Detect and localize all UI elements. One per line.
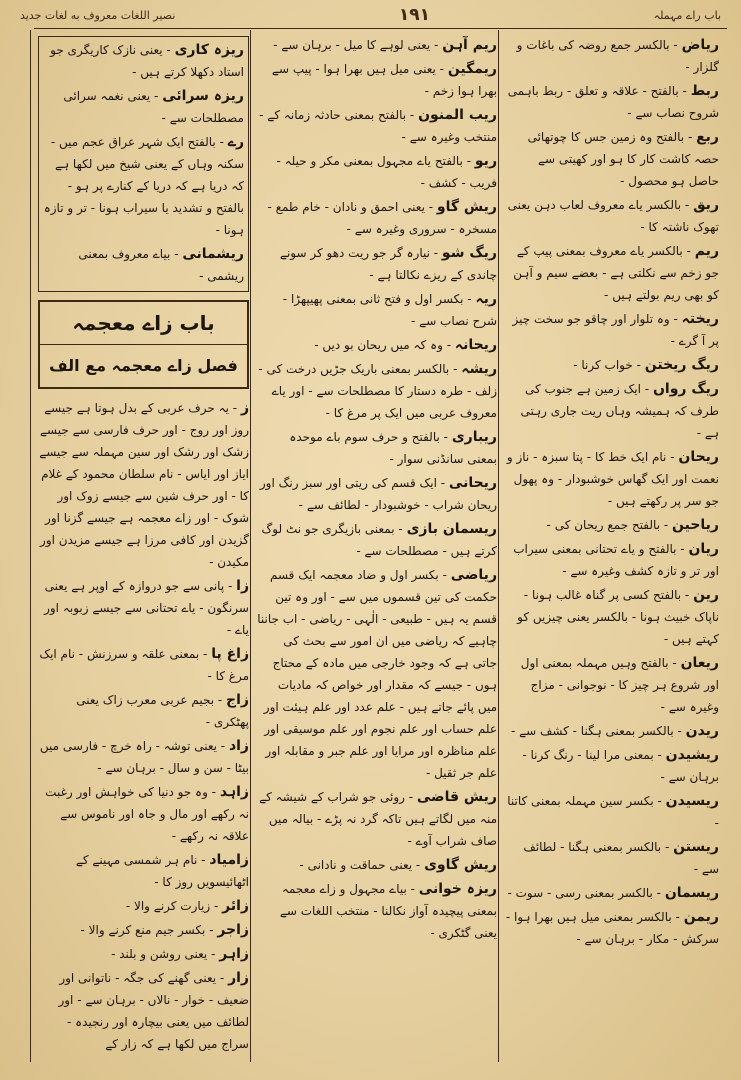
- definition: - بالفتح وہیں مہملہ بمعنی اول اور شروع ہر چیز کا - نوجوانی - مزاج وغیرہ سے -: [520, 656, 719, 714]
- headword: ریگ ریختن: [644, 357, 719, 373]
- headword: ریحانہ: [454, 337, 497, 353]
- definition: - خواب کرنا -: [573, 358, 641, 372]
- definition: - بالفتح بمعنی حادثہ زمانہ کے - منتخب وغیرہ سے -: [259, 108, 497, 144]
- dictionary-entry: [505, 194, 719, 238]
- definition: - بالکسر یاے معروف لعاب دہن یعنی تھوک ناشتہ کا -: [507, 198, 719, 234]
- definition: - بکسر اول و فتح ثانی بمعنی پھیپھڑا - شرح نصاب سے -: [282, 292, 497, 328]
- definition: - یعنی لوہے کا میل - برہان سے -: [273, 38, 439, 52]
- headword: ربط: [690, 83, 719, 99]
- headword: زاہد: [219, 784, 249, 800]
- dictionary-entry: [505, 538, 719, 582]
- headword: ریشمانی: [182, 246, 244, 262]
- definition: - بالفتح جمع ریحان کی -: [546, 518, 669, 532]
- page-header: [20, 4, 721, 26]
- headword: ریش گاوی: [424, 857, 497, 873]
- definition: - بمعنی مرا لینا - رنگ کرنا - برہان سے -: [522, 748, 719, 784]
- definition: - یعنی روشن و بلند -: [111, 947, 216, 961]
- dictionary-entry: [505, 308, 719, 352]
- definition: - بالفتح و یاے تحتانی بمعنی سیراب اور تر و تازہ کشف وغیرہ سے -: [513, 542, 719, 578]
- definition: - بالفتح وہ زمین جس کا چوتھائی حصہ کاشت کار کا ہو اور کھیتی سے حاصل ہو محصول -: [527, 130, 719, 188]
- headword: ز: [240, 400, 249, 416]
- dictionary-entry: [43, 39, 244, 83]
- boxed-entries: [38, 36, 249, 292]
- dictionary-entry: [257, 472, 497, 516]
- definition: - بالفتح ایک شہر عراق عجم میں - سکنہ وہاں کے یعنی شیخ میں لکھا ہے کہ دریا ہے کہ دریا کے کنارے پر ہو - بالفتح و تشدید یا سیراب ہونا - تر و تازہ ہونا -: [43, 135, 244, 237]
- dictionary-entry: [505, 790, 719, 834]
- definition: - بیاے معروف بمعنی ریشمی -: [78, 247, 244, 283]
- definition: - پانی سے جو دروازہ کے اوپر ہے یعنی سرنگون - یاے تحتانی سے جیسے زبوبہ اور یاے -: [44, 579, 249, 637]
- headword: زاغ پا: [211, 646, 249, 662]
- section-title: باب زاے معجمہ: [40, 302, 247, 345]
- headword: ریسیدن: [665, 793, 719, 809]
- definition: - یعنی احمق و نادان - خام طمع - مسخرہ - سروری وغیرہ سے -: [267, 200, 497, 236]
- column-middle: [257, 34, 497, 1066]
- definition: - بالکسر یاے معروف بمعنی پیپ کے جو زخم سے نکلتی ہے - بعضے سیم و آہن کو بھی ریم بولتے ہیں -: [513, 244, 719, 302]
- headword: ریم آہن: [442, 37, 497, 53]
- definition: - ایک قسم کی ریتی اور سبز رنگ اور ریحان شراب - خوشبودار - لطائف سے -: [259, 476, 497, 512]
- headword: ریختہ: [681, 311, 719, 327]
- definition: - بالکسر بمعنی باریک جڑیں درخت کی - زلف - طرہ دستار کا مصطلحات سے - اور یاے معروف عربی میں ایک پر مرغ کا -: [258, 362, 497, 420]
- headword: ریمگین: [447, 61, 497, 77]
- definition: - نام ہر شمسی مہینے کے اٹھائیسویں روز کا -: [75, 853, 249, 889]
- headword: ریشہ: [461, 361, 497, 377]
- headword: زار: [228, 970, 249, 986]
- dictionary-entry: [257, 34, 497, 56]
- dictionary-entry: [257, 426, 497, 470]
- definition: - نام ایک خط کا - پتا سبزہ - ناز و نعمت اور ایک گھاس خوشبودار - وہ پھول جو سر پر رکھتے ہیں -: [506, 450, 719, 508]
- dictionary-entry: [257, 196, 497, 240]
- definition: - روئی جو شراب کے شیشہ کے منہ میں لگاتے ہیں تاکہ گرد نہ پڑے - بیالہ میں صاف شراب آوے -: [259, 790, 497, 848]
- definition: - بجیم عربی معرب زاک یعنی پھٹکری -: [76, 693, 249, 729]
- dictionary-entry: [505, 240, 719, 306]
- definition: - وہ جو دنیا کی خواہش اور رغبت نہ رکھے اور مال و جاہ اور ناموس سے علاقہ نہ رکھے -: [45, 785, 249, 843]
- headword: ریمن: [683, 909, 719, 925]
- dictionary-entry: [257, 878, 497, 944]
- dictionary-entry: [505, 514, 719, 536]
- dictionary-entry: [38, 849, 249, 893]
- section-heading-box: [38, 300, 249, 389]
- dictionary-entry: [38, 735, 249, 779]
- headword: ریحانی: [448, 475, 497, 491]
- dictionary-entry: [38, 919, 249, 941]
- headword: ریحان: [678, 449, 719, 465]
- headword: ریشیدن: [665, 747, 719, 763]
- page-number: ۱۹۱: [398, 5, 431, 25]
- dictionary-entry: [505, 906, 719, 950]
- definition: - بکسر سین مہملہ بمعنی کاتنا -: [507, 794, 719, 830]
- headword: زائر: [222, 898, 249, 914]
- headword: ربع: [696, 129, 719, 145]
- dictionary-entry: [38, 643, 249, 687]
- headword: ریگ شو: [441, 245, 497, 261]
- definition: - بیاے مجہول و زاے معجمہ بمعنی پیچیدہ آواز نکالنا - منتخب اللغات سے یعنی گٹکری -: [279, 882, 497, 940]
- dictionary-entry: [505, 584, 719, 650]
- dictionary-entry: [257, 786, 497, 852]
- dictionary-entry: [505, 378, 719, 444]
- headword: ریگ رواں: [652, 381, 719, 397]
- definition: - وہ تلوار اور چاقو جو سخت چیز پر آ گرے -: [512, 312, 719, 348]
- headword: ریسمان بازی: [406, 521, 497, 537]
- definition: - بالفتح - علاقہ و تعلق - ربط باہمی شروح نصاب سے -: [507, 84, 719, 120]
- headword: ریب المنون: [418, 107, 497, 123]
- column-divider: [498, 30, 499, 1062]
- definition: - ایک زمین ہے جنوب کی طرف کہ ہمیشہ وہاں ریت جاری رہتی ہے -: [520, 382, 719, 440]
- headword: زاجر: [217, 922, 249, 938]
- definition: - بالکسر بمعنی میل ہیں بھرا ہوا - سرکش - مکار - برہان سے -: [505, 910, 719, 946]
- headword: ریق: [693, 197, 719, 213]
- page-border-left: [30, 30, 31, 1062]
- dictionary-entry: [505, 652, 719, 718]
- definition: - یعنی نغمہ سرائی مصطلحات سے -: [63, 89, 244, 125]
- dictionary-entry: [257, 358, 497, 424]
- dictionary-entry: [257, 58, 497, 102]
- dictionary-entry: [505, 882, 719, 904]
- dictionary-entry: [38, 781, 249, 847]
- column-right: [505, 34, 719, 1066]
- definition: - بالفتح کسی پر گناہ غالب ہونا - ناپاک خبیث ہونا - بالکسر یعنی چیزیں کو کہتے ہیں -: [517, 588, 719, 646]
- definition: - بمعنی بازیگری جو نٹ لوگ کرتے ہیں - مصطلحات سے -: [261, 522, 497, 558]
- definition: - بالکسر جمع روضہ کی باغات و گلزار -: [516, 38, 719, 74]
- dictionary-entry: [505, 80, 719, 124]
- headword: ریاضی: [450, 567, 497, 583]
- definition: - یعنی گھنے کی جگہ - ناتوانی اور ضعیف - خوار - نالاں - برہان سے - اور لطائف میں یعنی بیچارہ اور رنجیدہ - سراج میں لکھا ہے کہ زار کے: [58, 971, 249, 1051]
- headword: ریزہ سرائی: [162, 88, 244, 104]
- headword: رین: [693, 587, 719, 603]
- headword: ریم: [694, 243, 719, 259]
- column-divider: [250, 30, 251, 1062]
- dictionary-entry: [257, 854, 497, 876]
- dictionary-entry: [505, 836, 719, 880]
- definition: - یعنی نازک کاریگری جو استاد دکھلا کرتے ہیں -: [50, 43, 244, 79]
- headword: زاد: [228, 738, 249, 754]
- headword: ریہ: [475, 291, 497, 307]
- definition: - وہ کہ میں ریحان بو دیں -: [314, 338, 452, 352]
- dictionary-entry: [257, 564, 497, 784]
- dictionary-entry: [505, 354, 719, 376]
- definition: - بمعنی علقہ و سرزنش - نام ایک مرغ کا -: [39, 647, 249, 683]
- headword: ریو: [474, 153, 497, 169]
- headword: ریسمان: [664, 885, 719, 901]
- dictionary-entry: [38, 397, 249, 573]
- headword: ریدن: [685, 723, 719, 739]
- definition: - بالفتح و حرف سوم باے موحدہ بمعنی سانڈنی سوار -: [289, 430, 497, 466]
- definition: - بکسر اول و ضاد معجمہ ایک قسم حکمت کی تین قسموں میں سے - اور وہ تین قسم یہ ہیں - طبیعی - الٰہی - ریاضی - اب جاننا چاہیے کہ ریاضی میں ان امور سے بحث کی جاتی ہے کہ وجود خارجی میں مادہ کے محتاج ہوں - جیسے کہ مقدار اور خواص کہ مادیات میں پائے جاتے ہیں - علم عدد اور علم ہیئت اور علم حساب اور علم نجوم اور علم موسیقی اور علم مناظرہ اور مرایا اور علم جبر و مقابلہ اور علم جر ثقیل -: [257, 568, 497, 780]
- definition: - یعنی توشہ - راہ خرچ - فارسی میں بیٹا - سن و سال - برہان سے -: [39, 739, 249, 775]
- running-title-right: باب راے مہملہ: [653, 8, 721, 22]
- dictionary-entry: [38, 967, 249, 1055]
- definition: - نیارہ گر جو ریت دھو کر سونے چاندی کے ریزے نکالتا ہے -: [279, 246, 497, 282]
- headword: ریستن: [673, 839, 719, 855]
- dictionary-entry: [505, 744, 719, 788]
- dictionary-entry: [38, 575, 249, 641]
- dictionary-entry: [505, 126, 719, 192]
- dictionary-entry: [257, 288, 497, 332]
- definition: - بکسر جیم منع کرنے والا -: [80, 923, 214, 937]
- headword: ریان: [688, 541, 719, 557]
- headword: ریش قاضی: [416, 789, 497, 805]
- dictionary-entry: [505, 446, 719, 512]
- dictionary-entry: [257, 150, 497, 194]
- dictionary-entry: [38, 689, 249, 733]
- dictionary-entry: [38, 943, 249, 965]
- dictionary-entry: [505, 720, 719, 742]
- definition: - زیارت کرنے والا -: [125, 899, 219, 913]
- column-left: [38, 34, 249, 1066]
- headword: زاہر: [219, 946, 249, 962]
- dictionary-entry: [505, 34, 719, 78]
- section-subtitle: فصل زاے معجمہ مع الف: [49, 356, 238, 375]
- dictionary-entry: [43, 131, 244, 241]
- definition: - بالکسر بمعنی ہگنا - کشف سے -: [510, 724, 682, 738]
- definition: - بالکسر بمعنی رسی - سوت -: [507, 886, 662, 900]
- definition: - یعنی حماقت و نادانی -: [299, 858, 421, 872]
- dictionary-entry: [257, 104, 497, 148]
- headword: رے: [227, 134, 244, 150]
- definition: - یہ حرف عربی کے بدل ہوتا ہے جیسے روز اور روج - اور حرف فارسی سے جیسے زشک اور رشک اور سین مہملہ سے جیسے ایاز اور ایاس - نام سلطان محمود کے غلام کا - اور حرف شین سے جیسے زوک اور شوک - اور زاے معجمہ ہے جیسے گزنا اور گزیدن اور کافی مرزا ہے جیسے مزیدن اور مکیدن -: [39, 401, 249, 569]
- headword: ریاحین: [672, 517, 719, 533]
- headword: زامیاد: [209, 852, 249, 868]
- headword: ریباری: [451, 429, 497, 445]
- headword: ریعان: [680, 655, 719, 671]
- dictionary-entry: [38, 895, 249, 917]
- dictionary-entry: [43, 243, 244, 287]
- dictionary-entry: [257, 518, 497, 562]
- headword: ریزہ کاری: [174, 42, 244, 58]
- definition: - بالفتح یاے مجہول بمعنی مکر و حیلہ - فریب - کشف -: [276, 154, 497, 190]
- dictionary-entry: [257, 242, 497, 286]
- headword: ریزہ خوانی: [418, 881, 497, 897]
- dictionary-entry: [43, 85, 244, 129]
- headword: زاج: [226, 692, 249, 708]
- header-rule: [34, 28, 727, 29]
- running-title-left: نصیر اللغات معروف به لغات جدید: [20, 8, 176, 22]
- headword: زا: [236, 578, 249, 594]
- definition: - یعنی میل ہیں بھرا ہوا - پیپ سے بھرا ہوا زخم -: [271, 62, 497, 98]
- headword: ریش گاو: [436, 199, 497, 215]
- headword: ریاض: [681, 37, 719, 53]
- definition: - بالکسر بمعنی ہگنا - لطائف سے -: [523, 840, 719, 876]
- dictionary-entry: [257, 334, 497, 356]
